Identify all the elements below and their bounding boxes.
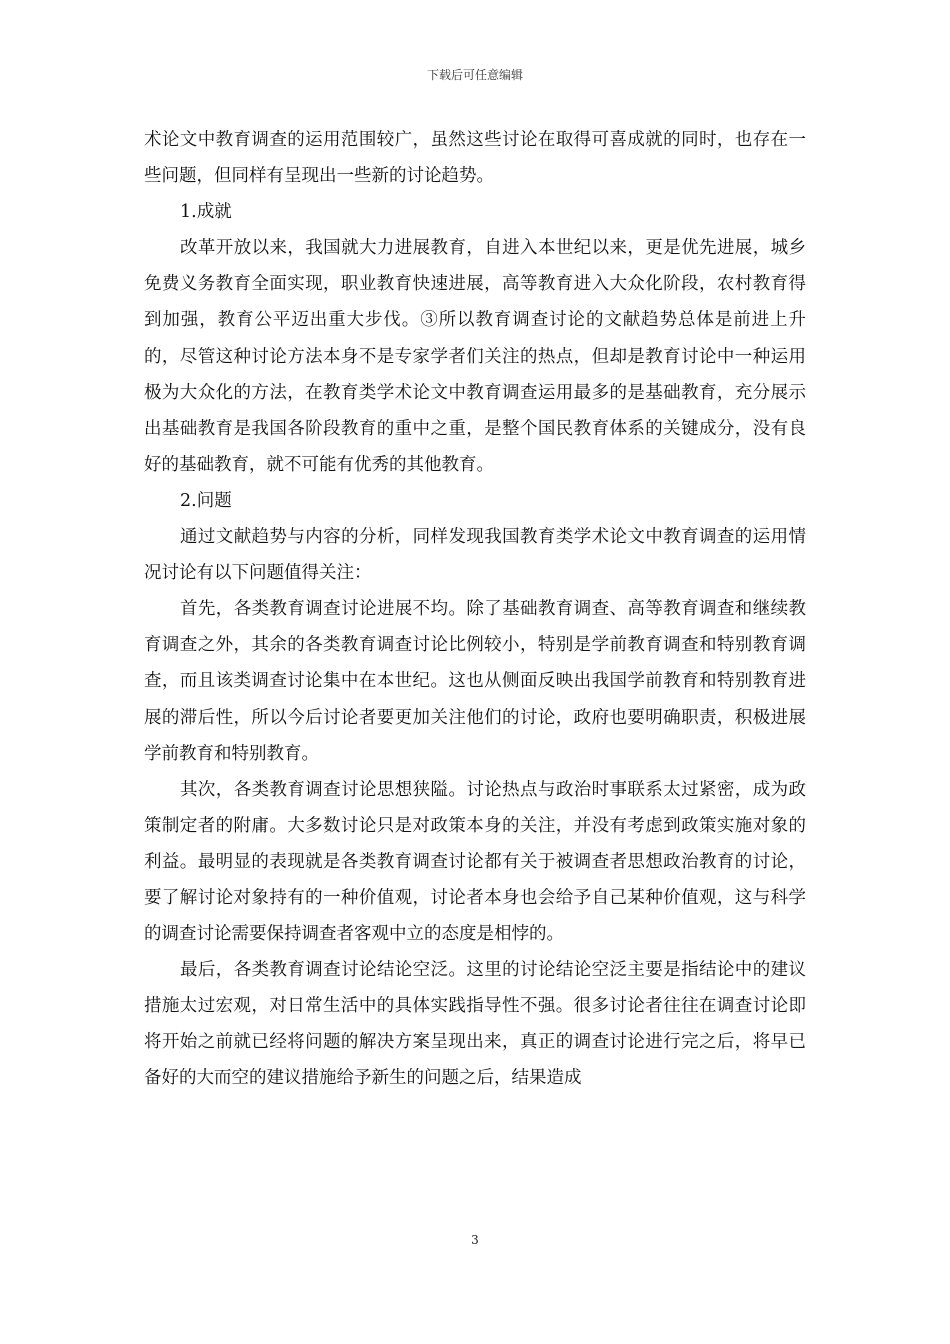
paragraph-problem-first: 首先，各类教育调查讨论进展不均。除了基础教育调查、高等教育调查和继续教育调查之外，其余的各类教育调查讨论比例较小，特别是学前教育调查和特别教育调查，而且该类调查讨论集中在本世纪。这也从侧面反映出我国学前教育和特别教育进展的滞后性，所以今后讨论者要更加关注他们的讨论，政府也要明确职责，积极进展学前教育和特别教育。	[144, 599, 806, 764]
page-number: 3	[471, 1233, 479, 1247]
page-body	[144, 122, 806, 1097]
page-header: 下载后可任意编辑	[426, 68, 523, 82]
section-heading-problems: 2.问题	[180, 490, 232, 511]
paragraph-problem-last: 最后，各类教育调查讨论结论空泛。这里的讨论结论空泛主要是指结论中的建议措施太过宏观，对日常生活中的具体实践指导性不强。很多讨论者往往在调查讨论即将开始之前就已经将问题的解决方案呈现出来，真正的调查讨论进行完之后，将早已备好的大而空的建议措施给予新生的问题之后，结果造成	[144, 960, 806, 1089]
paragraph-achievements: 改革开放以来，我国就大力进展教育，自进入本世纪以来，更是优先进展，城乡免费义务教育全面实现，职业教育快速进展，高等教育进入大众化阶段，农村教育得到加强，教育公平迈出重大步伐。③所以教育调查讨论的文献趋势总体是前进上升的，尽管这种讨论方法本身不是专家学者们关注的热点，但却是教育讨论中一种运用极为大众化的方法，在教育类学术论文中教育调查运用最多的是基础教育，充分展示出基础教育是我国各阶段教育的重中之重，是整个国民教育体系的关键成分，没有良好的基础教育，就不可能有优秀的其他教育。	[144, 238, 806, 475]
paragraph-continuation: 术论文中教育调查的运用范围较广，虽然这些讨论在取得可喜成就的同时，也存在一些问题，但同样有呈现出一些新的讨论趋势。	[144, 130, 806, 187]
paragraph-problem-second: 其次，各类教育调查讨论思想狭隘。讨论热点与政治时事联系太过紧密，成为政策制定者的附庸。大多数讨论只是对政策本身的关注，并没有考虑到政策实施对象的利益。最明显的表现就是各类教育调查讨论都有关于被调查者思想政治教育的讨论，要了解讨论对象持有的一种价值观，讨论者本身也会给予自己某种价值观，这与科学的调查讨论需要保持调查者客观中立的态度是相悖的。	[144, 779, 806, 945]
section-heading-achievements: 1.成就	[180, 202, 232, 223]
paragraph-problems-intro: 通过文献趋势与内容的分析，同样发现我国教育类学术论文中教育调查的运用情况讨论有以下问题值得关注：	[144, 527, 806, 584]
